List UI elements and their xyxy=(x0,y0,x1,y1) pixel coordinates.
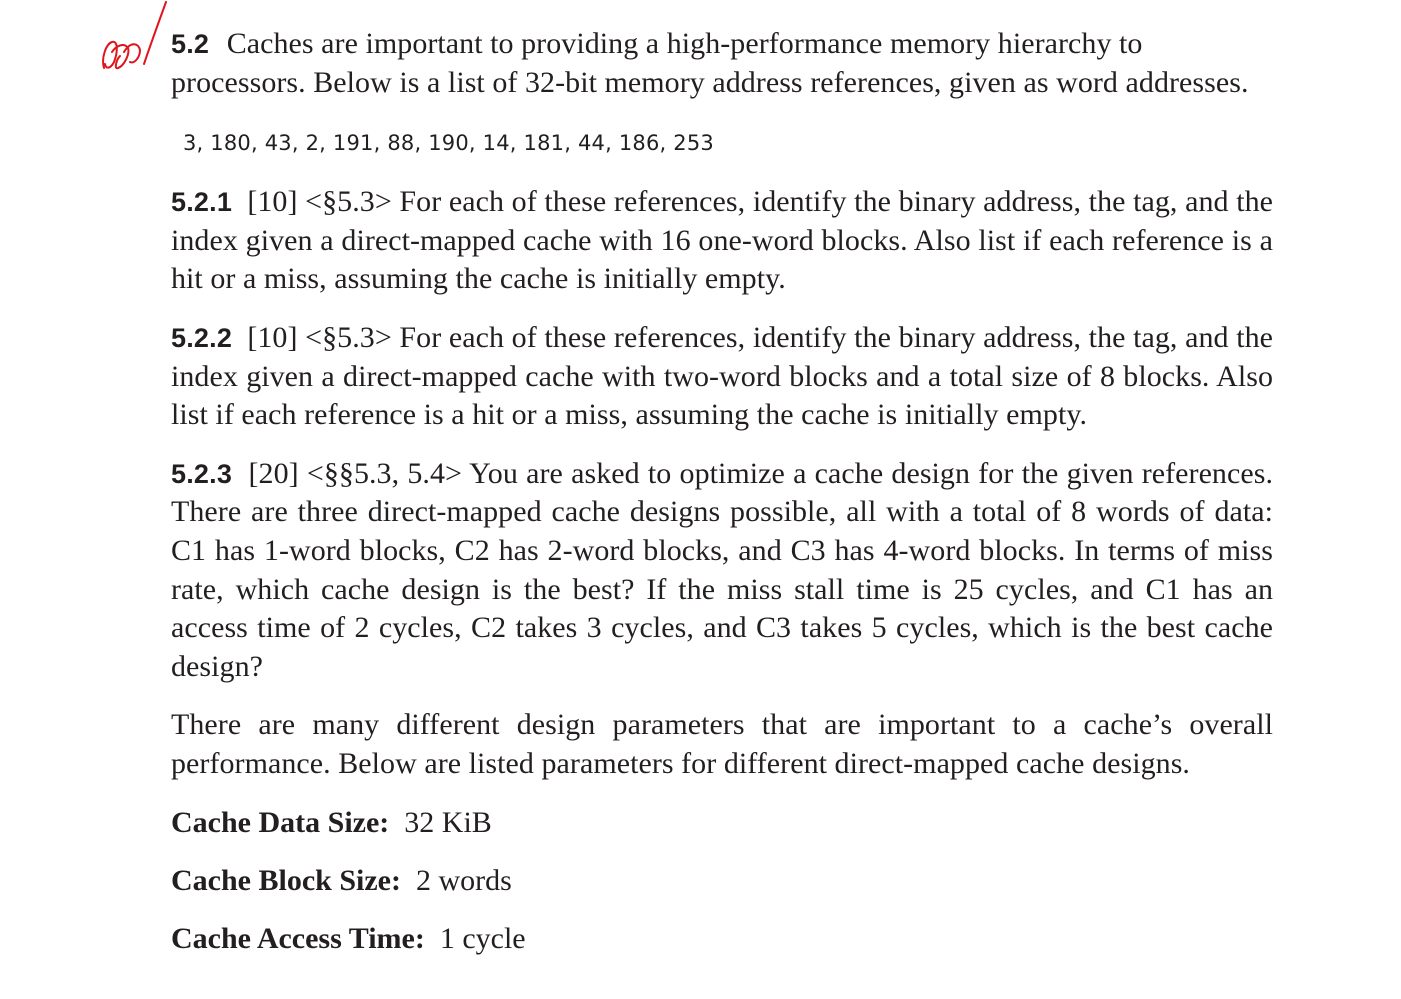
subproblem-text: [10] <§5.3> For each of these references, identify the binary address, the tag, and the index given a direct-mapped cache with two-word blocks and a total size of 8 blocks. Also list if each reference is a hit or a miss, assuming the cache is initially empty. xyxy=(171,320,1274,432)
problem-page xyxy=(171,25,1273,978)
subproblem-5-2-3 xyxy=(171,455,1273,687)
problem-intro xyxy=(171,25,1273,102)
parameter-value: 32 KiB xyxy=(404,805,492,839)
parameter-list xyxy=(171,804,1273,958)
subproblem-5-2-1 xyxy=(171,183,1273,299)
subproblem-text: [10] <§5.3> For each of these references, identify the binary address, the tag, and the index given a direct-mapped cache with 16 one-word blocks. Also list if each reference is a hit or a miss, assuming the cache is initially empty. xyxy=(171,185,1274,296)
problem-intro-text: Caches are important to providing a high-performance memory hierarchy to processors. Below is a list of 32-bit memory address references, given as word addresses. xyxy=(171,27,1249,99)
subproblem-number: 5.2.1 xyxy=(171,187,233,218)
handwritten-annotation-mark xyxy=(98,0,170,82)
subproblem-text: [20] <§§5.3, 5.4> You are asked to optimize a cache design for the given references. There are three direct-mapped cache designs possible, all with a total of 8 words of data: C1 has 1-word blocks, C2 has 2-word blocks, and C3 has 4-word blocks. In terms of miss rate, which cache design is the best? If the miss stall time is 25 cycles, and C1 has an access time of 2 cycles, C2 takes 3 cycles, and C3 takes 5 cycles, which is the best cache design? xyxy=(171,456,1273,683)
subproblem-5-2-2 xyxy=(171,319,1273,435)
subproblem-number: 5.2.2 xyxy=(171,322,233,353)
parameter-cache-block-size xyxy=(171,862,1273,900)
parameter-cache-data-size xyxy=(171,804,1273,842)
subproblem-number: 5.2.3 xyxy=(171,458,233,489)
address-reference-list: 3, 180, 43, 2, 191, 88, 190, 14, 181, 44, 186, 253 xyxy=(183,131,714,156)
parameter-cache-access-time xyxy=(171,920,1273,958)
parameter-value: 1 cycle xyxy=(439,921,526,955)
parameter-value: 2 words xyxy=(415,863,512,897)
parameter-label: Cache Access Time: xyxy=(171,921,425,955)
parameter-label: Cache Data Size: xyxy=(171,805,390,839)
problem-number: 5.2 xyxy=(171,29,210,59)
parameters-intro: There are many different design parameters that are important to a cache’s overall performance. Below are listed parameters for different direct-mapped cache designs. xyxy=(171,708,1273,780)
parameter-label: Cache Block Size: xyxy=(171,863,401,897)
